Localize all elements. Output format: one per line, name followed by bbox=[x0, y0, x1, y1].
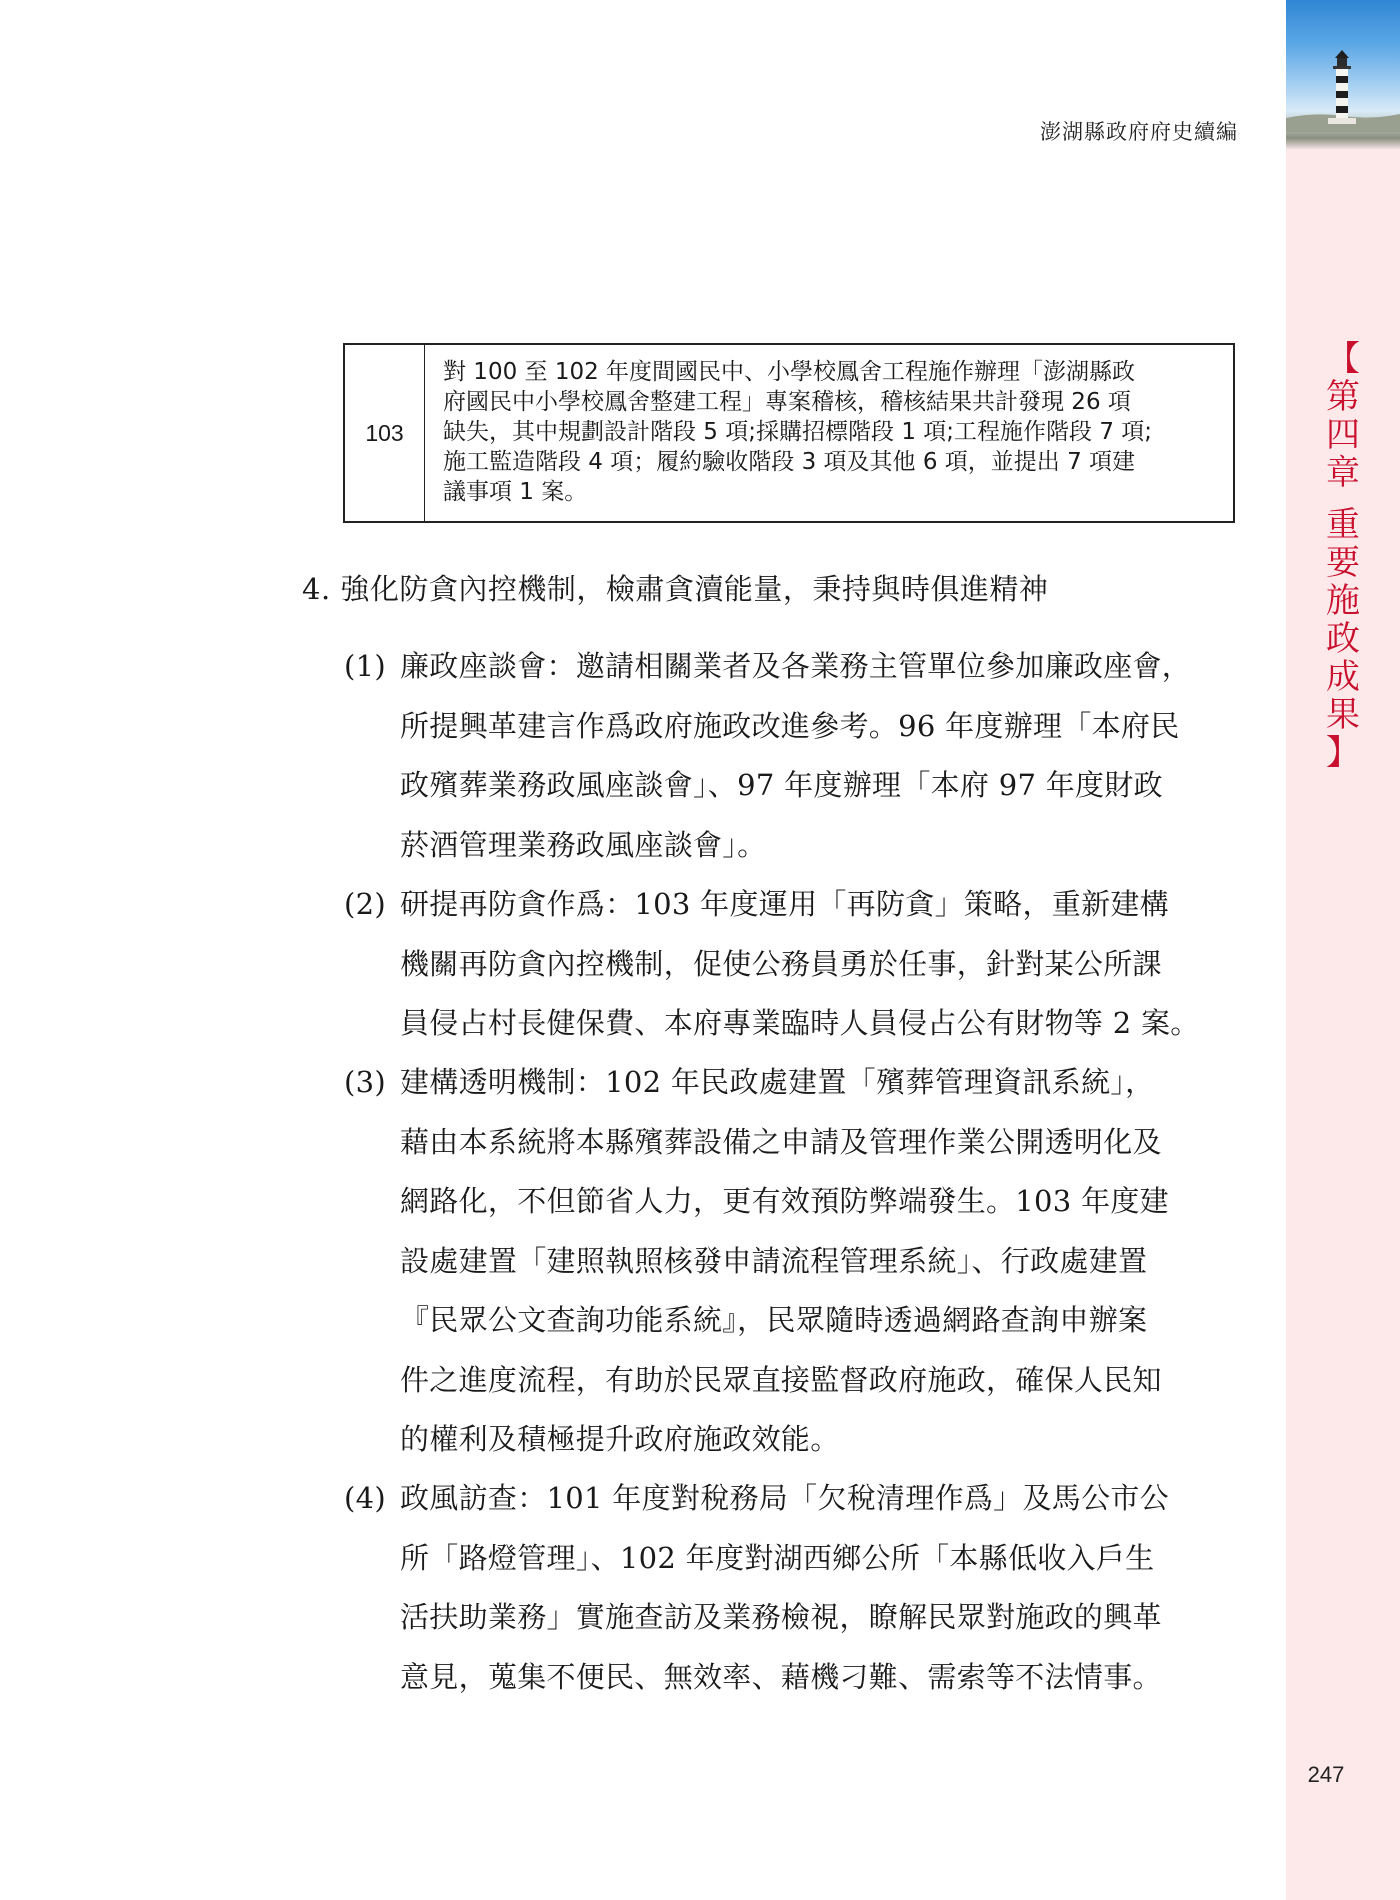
list-item bbox=[344, 875, 1236, 1054]
item-line: 員侵占村長健保費、本府專業臨時人員侵占公有財物等 2 案。 bbox=[400, 1006, 1200, 1040]
table-line: 議事項 1 案。 bbox=[443, 479, 588, 505]
list-item bbox=[344, 1469, 1236, 1707]
item-line: 菸酒管理業務政風座談會」。 bbox=[400, 827, 767, 862]
chapter-tab-char: 【 bbox=[1326, 339, 1360, 379]
item-line: 的權利及積極提升政府施政效能。 bbox=[400, 1422, 840, 1456]
item-line: 件之進度流程，有助於民眾直接監督政府施政，確保人民知 bbox=[400, 1362, 1162, 1397]
chapter-tab-char: 果 bbox=[1326, 695, 1360, 735]
section-heading: 4. 強化防貪內控機制，檢肅貪瀆能量，秉持與時俱進精神 bbox=[302, 572, 1049, 606]
table-description-cell bbox=[425, 345, 1233, 521]
chapter-tab-char: 政 bbox=[1326, 619, 1360, 659]
chapter-tab-char: 成 bbox=[1326, 657, 1360, 697]
chapter-tab-char: 要 bbox=[1326, 543, 1360, 583]
lighthouse-icon bbox=[1286, 0, 1400, 150]
chapter-tab-char: 四 bbox=[1326, 415, 1360, 455]
table-line: 對 100 至 102 年度間國民中、小學校鳳舍工程施作辦理「澎湖縣政 bbox=[443, 359, 1136, 385]
item-line: 活扶助業務」實施查訪及業務檢視，瞭解民眾對施政的興革 bbox=[400, 1600, 1162, 1634]
chapter-tab-char: 章 bbox=[1326, 453, 1360, 493]
item-line: 所「路燈管理」、102 年度對湖西鄉公所「本縣低收入戶生 bbox=[400, 1540, 1155, 1575]
item-body bbox=[400, 875, 1236, 1054]
table-year-cell: 103 bbox=[345, 345, 425, 521]
item-body bbox=[400, 637, 1236, 875]
running-header: 澎湖縣政府府史續編 bbox=[1040, 120, 1238, 144]
item-line: 政風訪查：101 年度對稅務局「欠稅清理作爲」及馬公市公 bbox=[400, 1481, 1169, 1515]
item-body bbox=[400, 1469, 1236, 1707]
chapter-tab-char: 】 bbox=[1326, 733, 1360, 773]
item-line: 意見，蒐集不便民、無效率、藉機刁難、需索等不法情事。 bbox=[400, 1659, 1162, 1694]
item-number: (4) bbox=[344, 1481, 386, 1515]
table-line: 缺失，其中規劃設計階段 5 項;採購招標階段 1 項;工程施作階段 7 項; bbox=[443, 419, 1153, 445]
item-body bbox=[400, 1053, 1236, 1470]
chapter-tab-char: 施 bbox=[1326, 581, 1360, 621]
record-table bbox=[343, 343, 1235, 523]
side-bar bbox=[1286, 0, 1400, 1900]
item-line: 廉政座談會：邀請相關業者及各業務主管單位參加廉政座會， bbox=[400, 649, 1192, 683]
page-number: 247 bbox=[1307, 1762, 1345, 1787]
item-number: (2) bbox=[344, 887, 386, 921]
chapter-tab-char: 重 bbox=[1326, 505, 1360, 545]
item-line: 政殯葬業務政風座談會」、97 年度辦理「本府 97 年度財政 bbox=[400, 768, 1163, 802]
item-line: 機關再防貪內控機制，促使公務員勇於任事，針對某公所課 bbox=[400, 946, 1162, 981]
list-item bbox=[344, 1053, 1236, 1470]
item-line: 設處建置「建照執照核發申請流程管理系統」、行政處建置 bbox=[400, 1243, 1148, 1278]
item-line: 所提興革建言作爲政府施政改進參考。96 年度辦理「本府民 bbox=[400, 708, 1180, 743]
item-line: 研提再防貪作爲：103 年度運用「再防貪」策略，重新建構 bbox=[400, 887, 1169, 921]
lighthouse-photo bbox=[1286, 0, 1400, 150]
chapter-tab bbox=[1308, 340, 1378, 772]
table-line: 府國民中小學校鳳舍整建工程」專案稽核，稽核結果共計發現 26 項 bbox=[443, 389, 1131, 415]
item-number: (1) bbox=[344, 649, 386, 683]
item-line: 網路化，不但節省人力，更有效預防弊端發生。103 年度建 bbox=[400, 1184, 1169, 1218]
list-item bbox=[344, 637, 1236, 875]
table-line: 施工監造階段 4 項；履約驗收階段 3 項及其他 6 項，並提出 7 項建 bbox=[443, 449, 1136, 475]
chapter-tab-char bbox=[1308, 492, 1378, 506]
item-line: 『民眾公文查詢功能系統』，民眾隨時透過網路查詢申辦案 bbox=[400, 1303, 1148, 1337]
item-line: 建構透明機制：102 年民政處建置「殯葬管理資訊系統」， bbox=[400, 1065, 1155, 1099]
chapter-tab-char: 第 bbox=[1326, 377, 1360, 417]
item-number: (3) bbox=[344, 1065, 386, 1099]
item-line: 藉由本系統將本縣殯葬設備之申請及管理作業公開透明化及 bbox=[400, 1124, 1162, 1159]
